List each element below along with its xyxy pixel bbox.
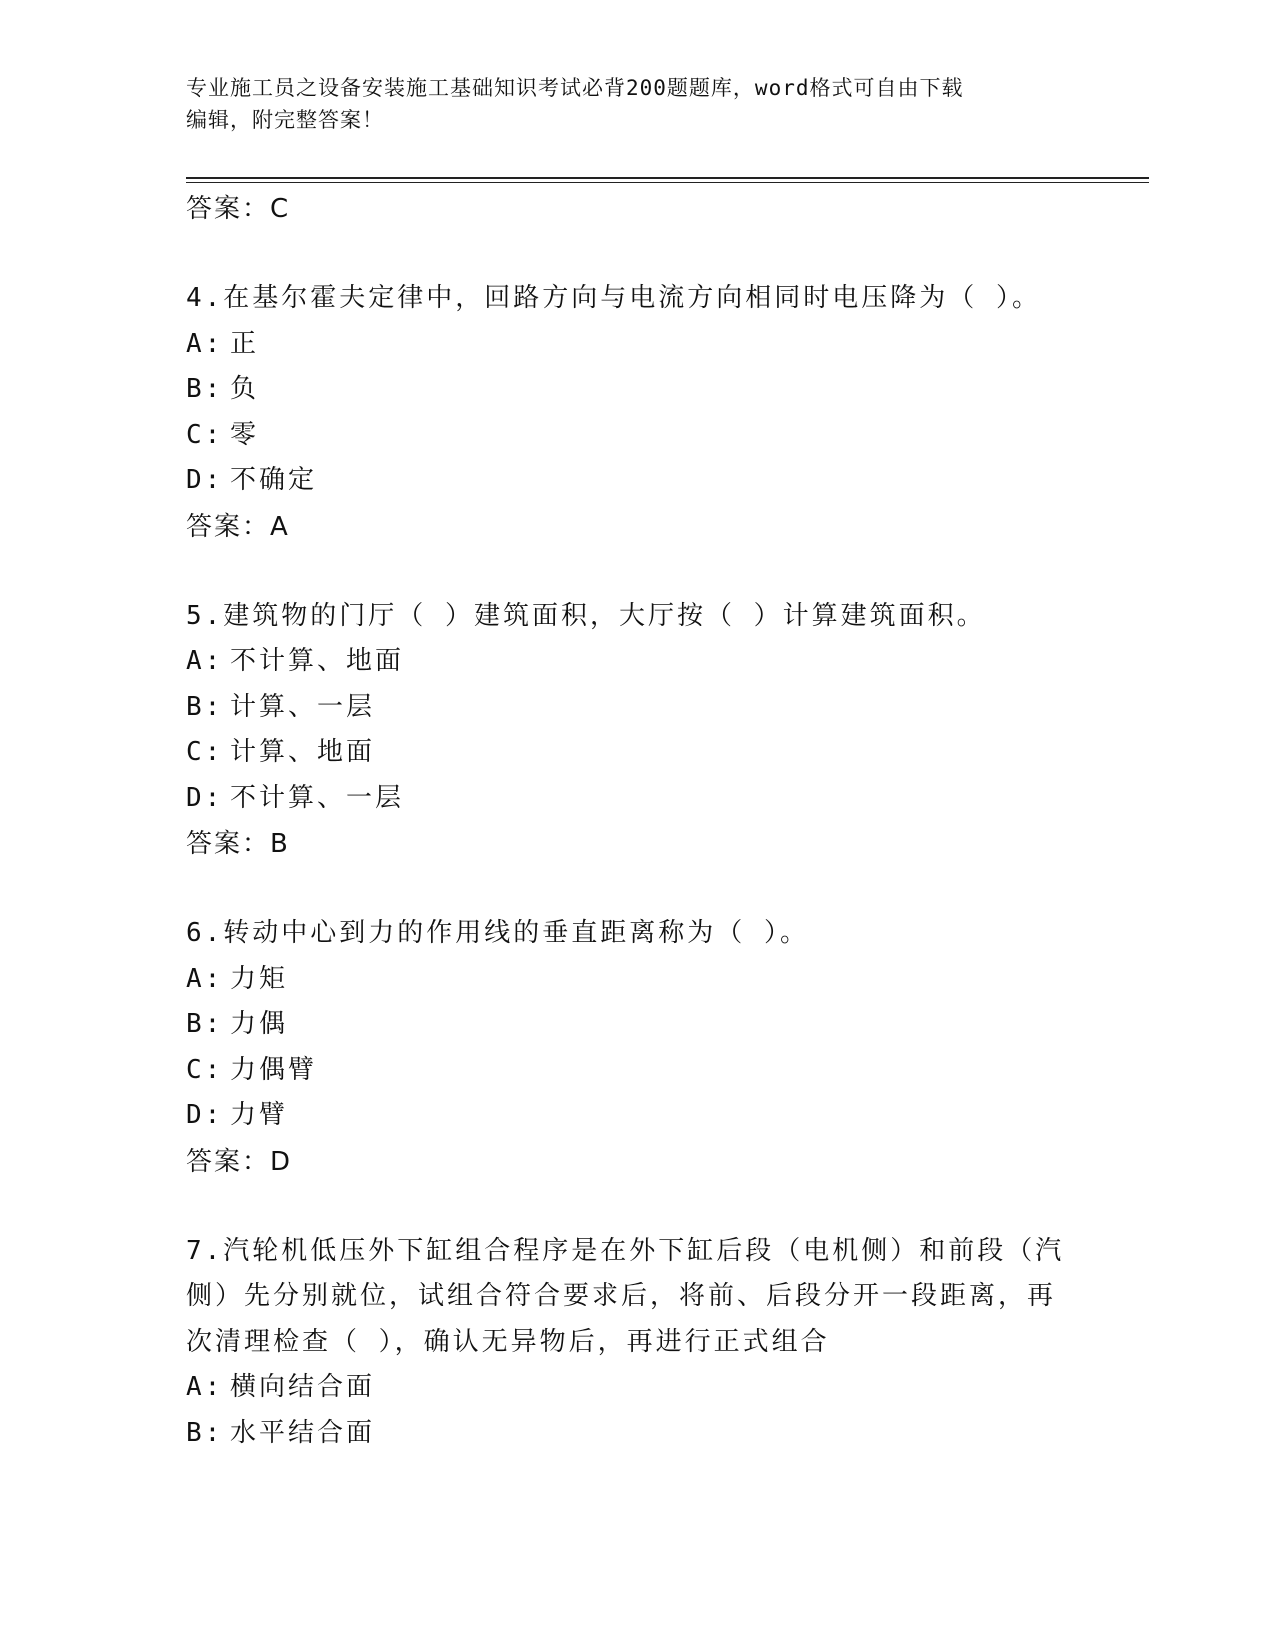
option-d — [186, 776, 1066, 822]
question-block — [186, 911, 1066, 1185]
option-letter: D: — [186, 1100, 224, 1130]
question-block — [186, 594, 1066, 868]
question-text-line: 次清理检查（ ），确认无异物后，再进行正式组合 — [186, 1326, 830, 1357]
option-c — [186, 730, 1066, 776]
option-letter: B: — [186, 374, 224, 404]
question-text-line: 7.汽轮机低压外下缸组合程序是在外下缸后段（电机侧）和前段（汽 — [186, 1235, 1065, 1266]
option-text: 负 — [230, 374, 260, 404]
option-letter: A: — [186, 328, 224, 359]
spacer — [186, 867, 1066, 911]
document-header — [186, 72, 1066, 136]
spacer — [186, 232, 1066, 276]
header-divider — [186, 177, 1149, 179]
option-letter: C: — [186, 1054, 224, 1085]
answer-line: 答案：B — [186, 829, 290, 859]
option-a — [186, 322, 1066, 368]
option-letter: A: — [186, 1372, 224, 1402]
answer-line: 答案：A — [186, 511, 290, 542]
option-letter: B: — [186, 1417, 224, 1448]
option-c — [186, 1048, 1066, 1094]
question-text: 6.转动中心到力的作用线的垂直距离称为（ ）。 — [186, 918, 809, 948]
option-letter: A: — [186, 963, 224, 994]
option-letter: B: — [186, 691, 224, 722]
option-letter: D: — [186, 465, 224, 495]
question-text: 4.在基尔霍夫定律中，回路方向与电流方向相同时电压降为（ ）。 — [186, 283, 1041, 313]
question-content — [186, 186, 1066, 1456]
option-text: 计算、一层 — [230, 691, 376, 722]
option-text: 不计算、一层 — [230, 782, 405, 813]
question-block — [186, 1229, 1066, 1457]
header-divider-thin — [186, 182, 1149, 183]
option-text: 计算、地面 — [230, 737, 376, 767]
option-d — [186, 1093, 1066, 1139]
option-text: 零 — [230, 419, 260, 450]
option-b — [186, 367, 1066, 413]
option-b — [186, 685, 1066, 731]
option-text: 正 — [230, 328, 260, 359]
spacer — [186, 550, 1066, 594]
option-a — [186, 639, 1066, 685]
option-letter: C: — [186, 737, 224, 767]
option-letter: D: — [186, 782, 224, 813]
question-text-line: 侧）先分别就位，试组合符合要求后，将前、后段分开一段距离，再 — [186, 1281, 1057, 1311]
spacer — [186, 1185, 1066, 1229]
option-letter: A: — [186, 646, 224, 676]
answer-line: 答案：C — [186, 194, 291, 224]
option-a — [186, 1365, 1066, 1411]
option-letter: B: — [186, 1009, 224, 1039]
header-line-1: 专业施工员之设备安装施工基础知识考试必背200题题库，word格式可自由下载 — [186, 76, 964, 100]
option-a — [186, 957, 1066, 1003]
option-text: 不计算、地面 — [230, 646, 405, 676]
option-b — [186, 1411, 1066, 1457]
question-block — [186, 276, 1066, 550]
option-text: 横向结合面 — [230, 1372, 376, 1402]
header-line-2: 编辑，附完整答案！ — [186, 108, 384, 132]
option-text: 力矩 — [230, 963, 289, 994]
option-text: 力偶臂 — [230, 1054, 318, 1085]
option-letter: C: — [186, 419, 224, 450]
answer-line: 答案：D — [186, 1146, 293, 1177]
question-text: 5.建筑物的门厅（ ）建筑面积，大厅按（ ）计算建筑面积。 — [186, 600, 986, 631]
option-text: 力偶 — [230, 1009, 289, 1039]
option-b — [186, 1002, 1066, 1048]
option-d — [186, 458, 1066, 504]
option-text: 不确定 — [230, 465, 318, 495]
option-c — [186, 413, 1066, 459]
option-text: 力臂 — [230, 1100, 289, 1130]
option-text: 水平结合面 — [230, 1417, 376, 1448]
